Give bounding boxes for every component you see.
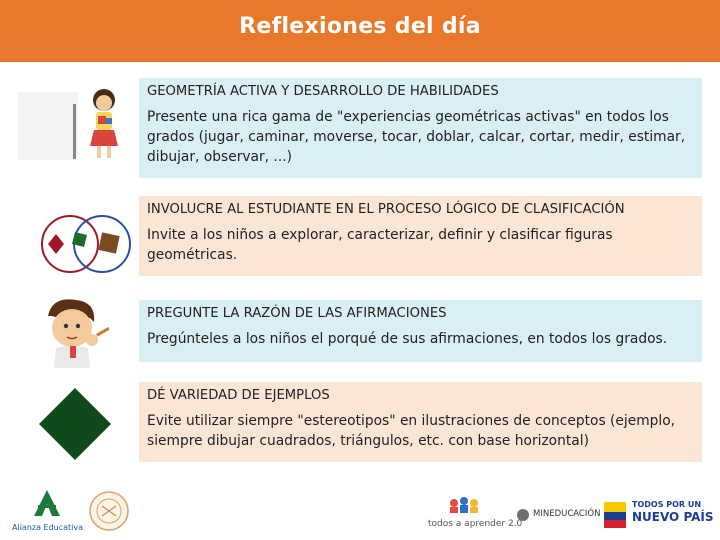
card-ask-reasons (139, 300, 702, 362)
todos-a-aprender-logo (428, 496, 523, 532)
page-title: Reflexiones del día (239, 14, 481, 39)
shield-icon (516, 508, 530, 522)
header-bar (0, 0, 720, 62)
green-diamond-illustration (34, 388, 116, 460)
card-body: Evite utilizar siempre "estereotipos" en ilustraciones de conceptos (ejemplo, siempre dibujar cuadrados, triángulos, etc. con base horizontal) (147, 413, 676, 449)
girl-with-blocks-illustration (18, 84, 128, 168)
logo-line-1: TODOS POR UN (632, 500, 702, 509)
people-icon (428, 496, 500, 514)
card-body: Pregúnteles a los niños el porqué de sus afirmaciones, en todos los grados. (147, 331, 668, 347)
todos-por-un-nuevo-pais-logo (602, 496, 716, 536)
card-title: PREGUNTE LA RAZÓN DE LAS AFIRMACIONES (147, 306, 447, 321)
card-title: DÉ VARIEDAD DE EJEMPLOS (147, 388, 330, 403)
card-title: INVOLUCRE AL ESTUDIANTE EN EL PROCESO LÓGICO DE CLASIFICACIÓN (147, 202, 625, 217)
card-classification (139, 196, 702, 276)
card-active-geometry (139, 78, 702, 178)
card-body: Invite a los niños a explorar, caracterizar, definir y clasificar figuras geométricas. (147, 227, 613, 263)
mineducacion-text: MINEDUCACIÓN (533, 509, 601, 519)
rosette-logo-icon (88, 490, 130, 532)
mineducacion-logo (516, 506, 601, 526)
alianza-a-icon (12, 488, 82, 518)
card-variety-examples (139, 382, 702, 462)
card-body: Presente una rica gama de "experiencias geométricas activas" en todos los grados (jugar, caminar, moverse, tocar, doblar, calcar, cortar, medir, estimar, dibujar, observar, ...) (147, 109, 686, 165)
thinking-boy-illustration (40, 296, 120, 370)
todos-a-aprender-text: todos a aprender 2.0 (428, 519, 523, 529)
colombia-flag-icon (602, 498, 628, 530)
venn-diagram-shapes-illustration (38, 210, 134, 274)
alianza-educativa-logo (12, 488, 82, 534)
logo-line-2: NUEVO PAÍS (632, 510, 714, 524)
alianza-logo-text: Alianza Educativa (12, 523, 84, 532)
card-title: GEOMETRÍA ACTIVA Y DESARROLLO DE HABILIDADES (147, 84, 499, 99)
